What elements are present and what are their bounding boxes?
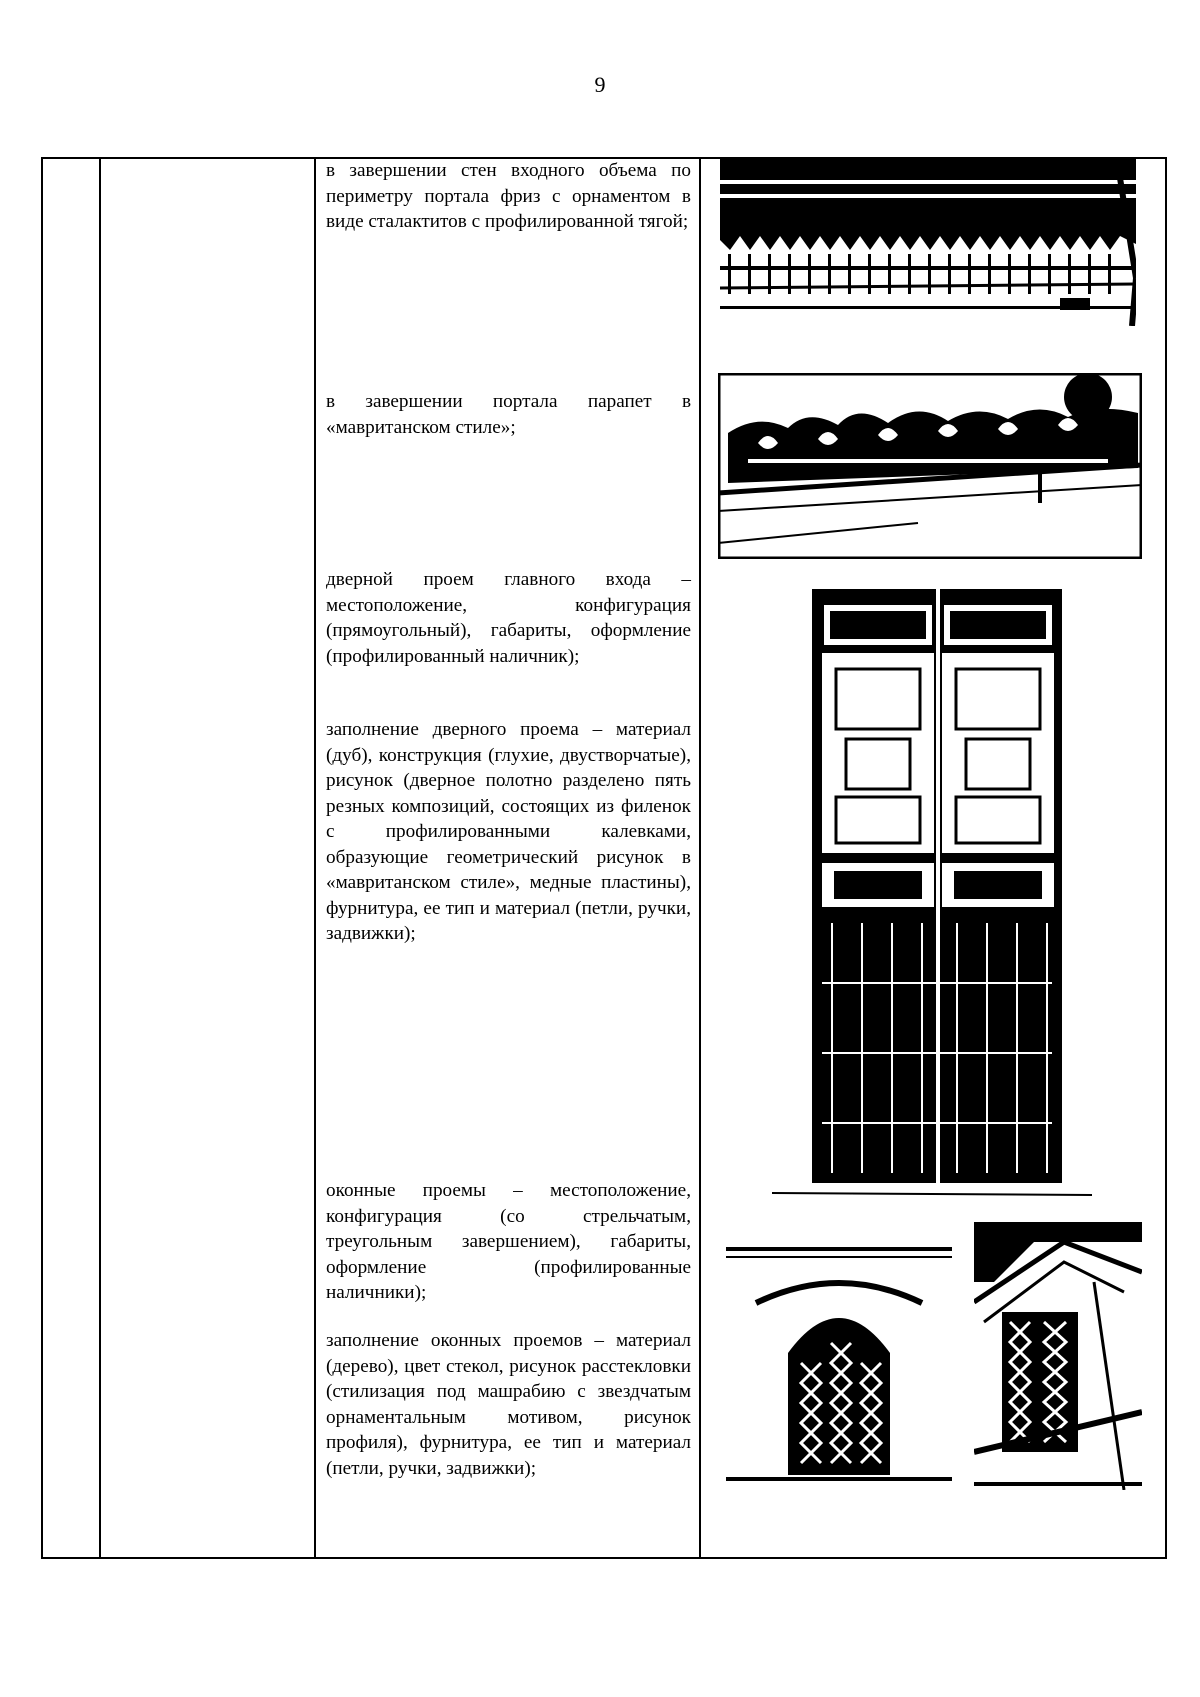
paragraph-window-infill: заполнение оконных проемов – материал (дерево), цвет стекол, рисунок расстекловки (стилизация под машрабию с звездчатым орнаментальным мотивом, рисунок профиля), фурнитура, ее тип и материал (петли, ручки, задвижки); (326, 1330, 691, 1479)
paragraph-door-infill: заполнение дверного проема – материал (дуб), конструкция (глухие, двустворчатые), рисунок (дверное полотно разделено пять резных композиций, состоящих из филенок с профилированными калевками, образующие геометрический рисунок в «мавританском стиле», медные пластины), фурнитура, ее тип и материал (петли, ручки, задвижки); (326, 719, 691, 944)
column-divider (314, 159, 316, 1557)
column-divider (699, 159, 701, 1557)
window-photo-pointed (974, 1222, 1142, 1490)
paragraph-door-opening: дверной проем главного входа – местоположение, конфигурация (прямоугольный), габариты, оформление (профилированный наличник); (326, 569, 691, 667)
frieze-photo (720, 158, 1136, 326)
window-photo-arched (726, 1243, 952, 1481)
door-photo (752, 583, 1106, 1207)
paragraph-parapet: в завершении портала парапет в «мавританском стиле»; (326, 391, 691, 438)
page-number: 9 (594, 72, 606, 97)
column-divider (99, 159, 101, 1557)
paragraph-frieze: в завершении стен входного объема по периметру портала фриз с орнаментом в виде сталактитов с профилированной тягой; (326, 160, 691, 232)
parapet-photo (718, 373, 1142, 559)
paragraph-window-openings: оконные проемы – местоположение, конфигурация (со стрельчатым, треугольным завершением), габариты, оформление (профилированные наличники); (326, 1180, 691, 1303)
